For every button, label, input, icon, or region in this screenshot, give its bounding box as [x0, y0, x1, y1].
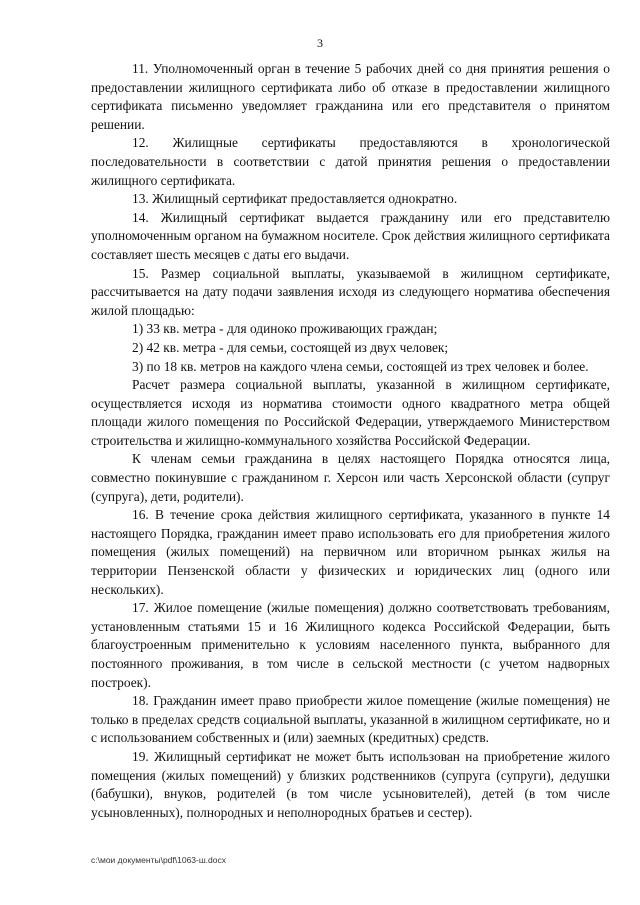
paragraph-16: 16. В течение срока действия жилищного сертификата, указанного в пункте 14 настоящего Порядка, гражданин имеет право использовать его для приобретения жилого помещения (жилых помещений) на первичном или вторичном рынках жилья на территории Пензенской области у физических и юридических лиц (одного или нескольких).: [91, 507, 610, 597]
list-item-1: 1) 33 кв. метра - для одиноко проживающих граждан;: [132, 321, 438, 337]
page-number: 3: [317, 36, 323, 50]
file-path-footer: c:\мои документы\pdf\1063-ш.docx: [91, 855, 226, 865]
list-item-2: 2) 42 кв. метра - для семьи, состоящей из двух человек;: [132, 339, 449, 355]
paragraph-12: 12. Жилищные сертификаты предоставляются в хронологической последовательности в соответствии с датой принятия решения о предоставлении жилищного сертификата.: [91, 135, 610, 188]
paragraph-14: 14. Жилищный сертификат выдается гражданину или его представителю уполномоченным органом на бумажном носителе. Срок действия жилищного сертификата составляет шесть месяцев с даты его выдачи.: [91, 209, 610, 262]
document-body: [91, 60, 610, 822]
paragraph-calculation: Расчет размера социальной выплаты, указанной в жилищном сертификате, осуществляется исходя из норматива стоимости одного квадратного метра общей площади жилого помещения по Российской Федерации, утверждаемого Министерством строительства и жилищно-коммунального хозяйства Российской Федерации.: [91, 377, 610, 448]
paragraph-17: 17. Жилое помещение (жилые помещения) должно соответствовать требованиям, установленным статьями 15 и 16 Жилищного кодекса Российской Федерации, быть благоустроенным применительно к условиям населенного пункта, выбранного для постоянного проживания, в том числе в сельской местности (с учетом надворных построек).: [91, 600, 610, 690]
paragraph-19: 19. Жилищный сертификат не может быть использован на приобретение жилого помещения (жилых помещений) у близких родственников (супруга (супруги), дедушки (бабушки), внуков, родителей (в том числе усыновителей), детей (в том числе усыновленных), полнородных и неполнородных братьев и сестер).: [91, 748, 610, 820]
paragraph-11: 11. Уполномоченный орган в течение 5 рабочих дней со дня принятия решения о предоставлении жилищного сертификата либо об отказе в предоставлении жилищного сертификата письменно уведомляет гражданина или его представителя о принятом решении.: [91, 61, 610, 132]
list-item-3: 3) по 18 кв. метров на каждого члена семьи, состоящей из трех человек и более.: [132, 358, 589, 374]
paragraph-15: 15. Размер социальной выплаты, указываемой в жилищном сертификате, рассчитывается на дату подачи заявления исходя из следующего норматива обеспечения жилой площадью:: [91, 265, 610, 318]
paragraph-family-members: К членам семьи гражданина в целях настоящего Порядка относятся лица, совместно покинувшие с гражданином г. Херсон или часть Херсонской области (супруг (супруга), дети, родители).: [91, 451, 610, 504]
paragraph-18: 18. Гражданин имеет право приобрести жилое помещение (жилые помещения) не только в пределах средств социальной выплаты, указанной в жилищном сертификате, но и с использованием собственных и (или) заемных (кредитных) средств.: [91, 693, 610, 746]
paragraph-13: 13. Жилищный сертификат предоставляется однократно.: [132, 191, 458, 207]
